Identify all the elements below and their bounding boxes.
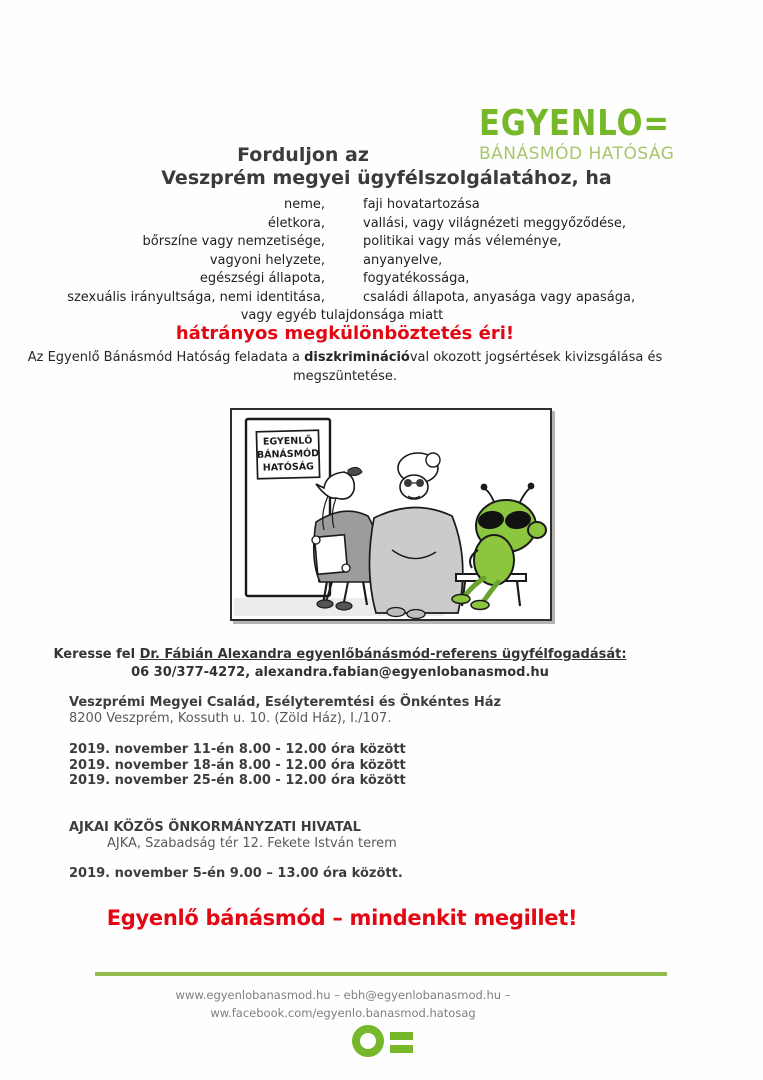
venue-date: 2019. november 11-én 8.00 - 12.00 óra között [69,742,406,757]
contact-phone-email: 06 30/377-4272, alexandra.fabian@egyenlobanasmod.hu [131,664,549,680]
mission-text-bold: diszkrimináció [304,350,410,365]
venue-name: Veszprémi Megyei Család, Esélyteremtési és Önkéntes Ház [69,695,502,710]
footer-links [0,986,686,1022]
protected-grounds-right-column [363,196,763,308]
ground-item: politikai vagy más véleménye, [363,234,562,250]
grounds-footer-line: vagy egyéb tulajdonsága miatt [240,308,444,323]
cartoon-drawing [232,410,550,619]
slogan-line: Egyenlő bánásmód – mindenkit megillet! [106,906,578,930]
contact-block [0,646,680,681]
ebh-logo-wordmark-icon: EGYENLO= [479,103,670,144]
alert-headline: hátrányos megkülönböztetés éri! [175,323,515,344]
ground-item: egészségi állapota, [199,271,325,287]
mission-text-pre: Az Egyenlő Bánásmód Hatóság feladata a [27,350,305,365]
footer-web-email: www.egyenlobanasmod.hu – ebh@egyenlobanasmod.hu – [175,988,511,1002]
ground-item: vallási, vagy világnézeti meggyőződése, [363,215,627,231]
venue-address: 8200 Veszprém, Kossuth u. 10. (Zöld Ház), I./107. [69,711,392,726]
heading-line2: Veszprém megyei ügyfélszolgálatához, ha [161,167,612,189]
venue-date: 2019. november 25-én 8.00 - 12.00 óra között [69,773,406,789]
ground-item: faji hovatartozása [363,197,480,212]
venue-date: 2019. november 5-én 9.00 – 13.00 óra között. [69,866,403,881]
contact-line [0,646,680,664]
venue-ajka [69,820,403,882]
cartoon-sign-line1: EGYENLŐ [262,435,313,448]
venue-dates [69,742,501,789]
cartoon-sign-line2: BÁNÁSMÓD [256,448,320,461]
footer-facebook: ww.facebook.com/egyenlo.banasmod.hatosag [210,1006,476,1020]
ebh-ring-icon [352,1025,384,1057]
ground-item: neme, [283,197,325,212]
venue-veszprem [69,695,501,789]
ground-item: vagyoni helyzete, [209,252,325,268]
venue-name: AJKAI KÖZÖS ÖNKORMÁNYZATI HIVATAL [69,820,361,835]
cartoon-door-sign [256,430,319,479]
protected-grounds-left-column [0,196,325,308]
cartoon-alien [452,483,546,610]
heading-line1: Forduljon az [237,144,369,166]
mission-text [0,348,690,386]
contact-intro: Keresse fel [53,647,140,662]
ground-item: fogyatékossága, [363,271,470,287]
referens-office-hours-link[interactable]: Dr. Fábián Alexandra egyenlőbánásmód-referens ügyfélfogadását: [139,647,627,662]
venue-date: 2019. november 18-án 8.00 - 12.00 óra között [69,757,406,773]
waiting-room-cartoon [230,408,552,621]
venue-address: AJKA, Szabadság tér 12. Fekete István terem [107,836,397,851]
ebh-equals-icon [352,1025,413,1057]
footer-divider [95,972,667,976]
mission-text-post: val okozott jogsértések kivizsgálása és megszüntetése. [292,350,663,384]
ground-item: anyanyelve, [363,252,443,268]
ground-item: családi állapota, anyasága vagy apasága, [363,289,636,305]
ebh-equals-bars-icon [390,1025,413,1057]
cartoon-woman-2 [369,453,462,619]
ebh-logo-subtitle: BÁNÁSMÓD HATÓSÁG [479,144,675,164]
ground-item: életkora, [267,215,325,231]
ground-item: szexuális irányultsága, nemi identitása, [67,289,325,305]
ground-item: bőrszíne vagy nemzetisége, [142,234,325,250]
cartoon-sign-line3: HATÓSÁG [262,461,315,474]
